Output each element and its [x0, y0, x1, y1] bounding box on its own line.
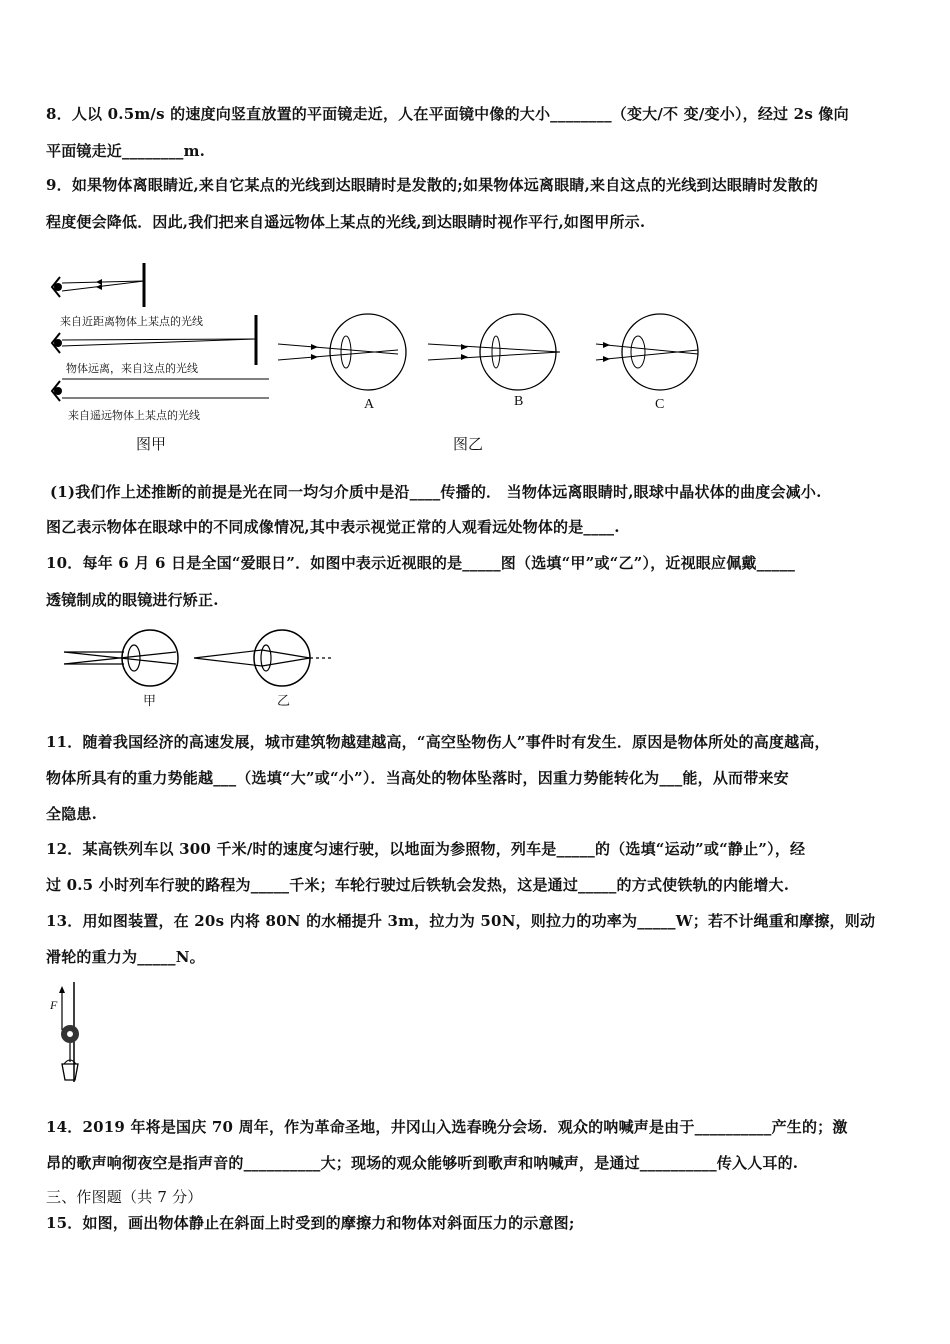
- q14-line1: 14．2019 年将是国庆 70 周年，作为革命圣地，井冈山入选春晚分会场．观众的呐喊声是由于__________产生的；激: [46, 1118, 848, 1136]
- label-near-light: 来自近距离物体上某点的光线: [60, 315, 203, 328]
- force-label: F: [50, 998, 58, 1012]
- caption-yi: 图乙: [453, 435, 484, 453]
- q9-sub2: 图乙表示物体在眼球中的不同成像情况,其中表示视觉正常的人观看远处物体的是____.: [46, 518, 620, 536]
- figure-jia: [44, 255, 284, 430]
- eye-diagram-yi: [194, 630, 332, 686]
- q9-sub1: (1)我们作上述推断的前提是光在同一均匀介质中是沿____传播的． 当物体远离眼睛时,眼球中晶状体的曲度会减小.: [50, 483, 822, 501]
- eye-icon: [52, 381, 62, 401]
- q13-line2: 滑轮的重力为_____N。: [46, 948, 205, 966]
- q14-line2: 昂的歌声响彻夜空是指声音的__________大；现场的观众能够听到歌声和呐喊声，是通过__________传入人耳的.: [46, 1154, 799, 1172]
- q15-line1: 15．如图，画出物体静止在斜面上时受到的摩擦力和物体对斜面压力的示意图;: [46, 1214, 575, 1232]
- eye-diagram-c: [596, 314, 698, 390]
- eye-label-c: C: [655, 397, 665, 412]
- eye-diagram-a: [278, 314, 406, 390]
- q12-line2: 过 0.5 小时列车行驶的路程为_____千米；车轮行驶过后铁轨会发热，这是通过_____的方式使铁轨的内能增大.: [46, 876, 790, 894]
- q11-line3: 全隐患.: [46, 805, 98, 823]
- label-distant-light: 来自遥远物体上某点的光线: [68, 409, 200, 422]
- q8-line2: 平面镜走近________m.: [46, 142, 206, 160]
- eye-diagram-jia: [64, 630, 178, 686]
- label-jia: 甲: [143, 694, 157, 709]
- q10-line2: 透镜制成的眼镜进行矫正.: [46, 591, 219, 609]
- q9-line1: 9．如果物体离眼睛近,来自它某点的光线到达眼睛时是发散的;如果物体远离眼睛,来自这点的光线到达眼睛时发散的: [46, 176, 819, 194]
- label-yi: 乙: [277, 694, 291, 709]
- eye-icon: [52, 277, 62, 297]
- figure-yi: [278, 310, 708, 400]
- q8-line1: 8．人以 0.5m/s 的速度向竖直放置的平面镜走近，人在平面镜中像的大小________（变大/不 变/变小），经过 2s 像向: [46, 105, 849, 123]
- eye-diagram-b: [428, 314, 560, 390]
- q10-line1: 10．每年 6 月 6 日是全国“爱眼日”．如图中表示近视眼的是_____图（选填“甲”或“乙”），近视眼应佩戴_____: [46, 554, 796, 572]
- q13-line1: 13．用如图装置，在 20s 内将 80N 的水桶提升 3m，拉力为 50N，则拉力的功率为_____W；若不计绳重和摩擦，则动: [46, 912, 876, 930]
- eye-label-b: B: [514, 394, 524, 409]
- eye-label-a: A: [364, 397, 375, 412]
- q12-line1: 12．某高铁列车以 300 千米/时的速度匀速行驶，以地面为参照物，列车是_____的（选填“运动”或“静止”），经: [46, 840, 806, 858]
- caption-jia: 图甲: [136, 435, 167, 453]
- q11-line1: 11．随着我国经济的高速发展，城市建筑物越建越高，“高空坠物伤人”事件时有发生．原因是物体所处的高度越高，: [46, 733, 830, 751]
- q9-line2: 程度便会降低．因此,我们把来自遥远物体上某点的光线,到达眼睛时视作平行,如图甲所示.: [46, 213, 646, 231]
- figure-q10: [64, 628, 344, 704]
- label-far-light: 物体远离，来自这点的光线: [66, 362, 198, 375]
- q11-line2: 物体所具有的重力势能越___（选填“大”或“小”）．当高处的物体坠落时，因重力势能转化为___能，从而带来安: [46, 769, 789, 787]
- eye-icon: [52, 333, 62, 353]
- section-3-title: 三、作图题（共 7 分）: [46, 1188, 203, 1206]
